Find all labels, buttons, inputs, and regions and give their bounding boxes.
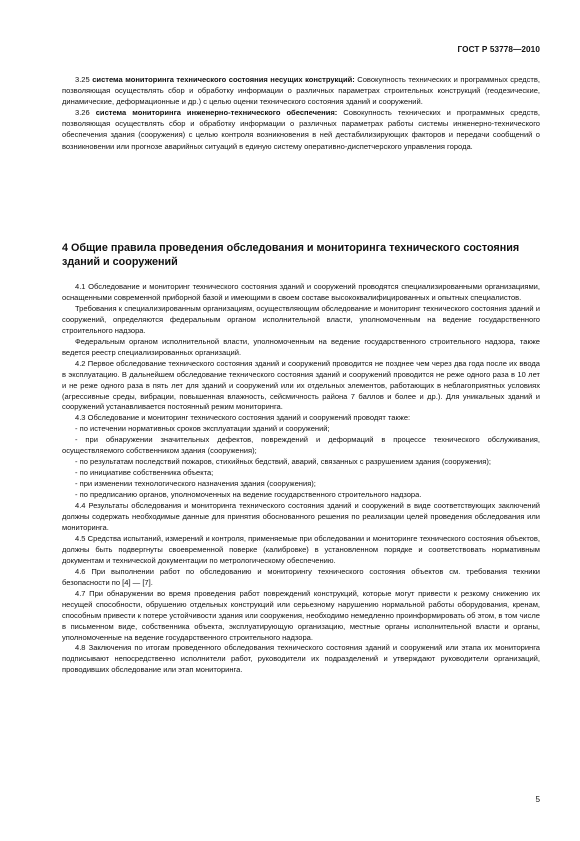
paragraph: 4.7 При обнаружении во время проведения работ повреждений конструкций, которые могут привести к резкому снижению их несущей способности, обрушению отдельных конструкций или серьезному нарушению нормальной работы оборудования, кренам, способным привести к потере устойчивости здания или сооружения, необходимо немедленно проинформировать об этом, в том числе в письменном виде, собственника объекта, эксплуатирующую организацию, местные органы исполнительной власти и органы, уполномоченные на ведение государственного строительного надзора. [62, 588, 540, 642]
paragraph: 4.5 Средства испытаний, измерений и контроля, применяемые при обследовании и мониторинге технического состояния объектов, должны быть подвергнуты своевременной поверке (калибровке) в установленном порядке и соответствовать нормативным документам и технической документации по метрологическому обеспечению. [62, 533, 540, 565]
definition-3-25 [62, 74, 540, 107]
page-number: 5 [535, 795, 540, 804]
section-heading: 4 Общие правила проведения обследования и мониторинга технического состояния зданий и сооружений [62, 242, 520, 268]
paragraph: 4.2 Первое обследование технического состояния зданий и сооружений проводится не позднее чем через два года после их ввода в эксплуатацию. В дальнейшем обследование технического состояния зданий и сооружений проводится не реже одного раза в 10 лет и не реже одного раза в пять лет для зданий и сооружений или их отдельных элементов, работающих в неблагоприятных условиях (агрессивные среды, вибрации, повышенная влажность, сейсмичность района 7 баллов и более и др.). Для уникальных зданий и сооружений устанавливается постоянный режим мониторинга. [62, 358, 540, 412]
paragraph: 4.3 Обследование и мониторинг технического состояния зданий и сооружений проводят также: [75, 413, 411, 423]
list-item: - по результатам последствий пожаров, стихийных бедствий, аварий, связанных с разрушением здания (сооружения); [75, 457, 491, 467]
definitions-block [62, 74, 540, 152]
document-code: ГОСТ Р 53778—2010 [457, 45, 540, 54]
definition-text: Совокупность технических и программных средств, позволяющая осуществлять сбор и обработку информации о различных параметрах строительных конструкций (геодезические, динамические, деформационные и др.) с целью оценки технического состояния зданий и сооружений. [62, 75, 540, 107]
list-item: - по предписанию органов, уполномоченных на ведение государственного строительного надзора. [75, 490, 422, 500]
list-item: - по инициативе собственника объекта; [75, 468, 214, 478]
paragraph: Требования к специализированным организациям, осуществляющим обследование и мониторинг технического состояния зданий и сооружений, определяются федеральным органом исполнительной власти, уполномоченным на ведение государственного строительного надзора. [62, 303, 540, 335]
definition-number: 3.25 [75, 75, 90, 84]
paragraph: 4.8 Заключения по итогам проведенного обследования технического состояния зданий и сооружений или этапа их мониторинга подписывают непосредственно исполнители работ, руководители их подразделений и утверждают руководители организаций, проводивших обследование или этап мониторинга. [62, 643, 540, 675]
list-item: - при обнаружении значительных дефектов, повреждений и деформаций в процессе технического обслуживания, осуществляемого собственником здания (сооружения); [62, 435, 540, 456]
definition-text: Совокупность технических и программных средств, позволяющая осуществлять сбор и обработку информации о различных параметрах работы системы инженерно-технического обеспечения здания (сооружения) с целью контроля возникновения в ней дестабилизирующих факторов и передачи сообщений о возникновении или прогнозе аварийных ситуаций в единую систему оперативно-диспетчерского управления города. [62, 108, 540, 151]
definition-3-26 [62, 107, 540, 151]
list-item: - по истечении нормативных сроков эксплуатации зданий и сооружений; [75, 424, 330, 434]
definition-term: система мониторинга инженерно-технического обеспечения: [95, 108, 338, 118]
definition-number: 3.26 [75, 108, 90, 118]
paragraph: 4.6 При выполнении работ по обследованию и мониторингу технического состояния объектов см. требования техники безопасности по [4] — [7]. [62, 566, 540, 587]
list-item: - при изменении технологического назначения здания (сооружения); [75, 479, 316, 489]
paragraph: 4.4 Результаты обследования и мониторинга технического состояния зданий и сооружений в виде соответствующих заключений должны содержать необходимые данные для принятия обоснованного решения по реализации целей проведения обследования или мониторинга. [62, 501, 540, 532]
paragraph: Федеральным органом исполнительной власти, уполномоченным на ведение государственного строительного надзора, также ведется реестр специализированных организаций. [62, 336, 540, 357]
paragraph: 4.1 Обследование и мониторинг технического состояния зданий и сооружений проводятся специализированными организациями, оснащенными современной приборной базой и имеющими в своем составе высококвалифицированных и опытных специалистов. [62, 282, 540, 302]
section-body [62, 282, 540, 676]
definition-term: система мониторинга технического состояния несущих конструкций: [92, 75, 355, 84]
